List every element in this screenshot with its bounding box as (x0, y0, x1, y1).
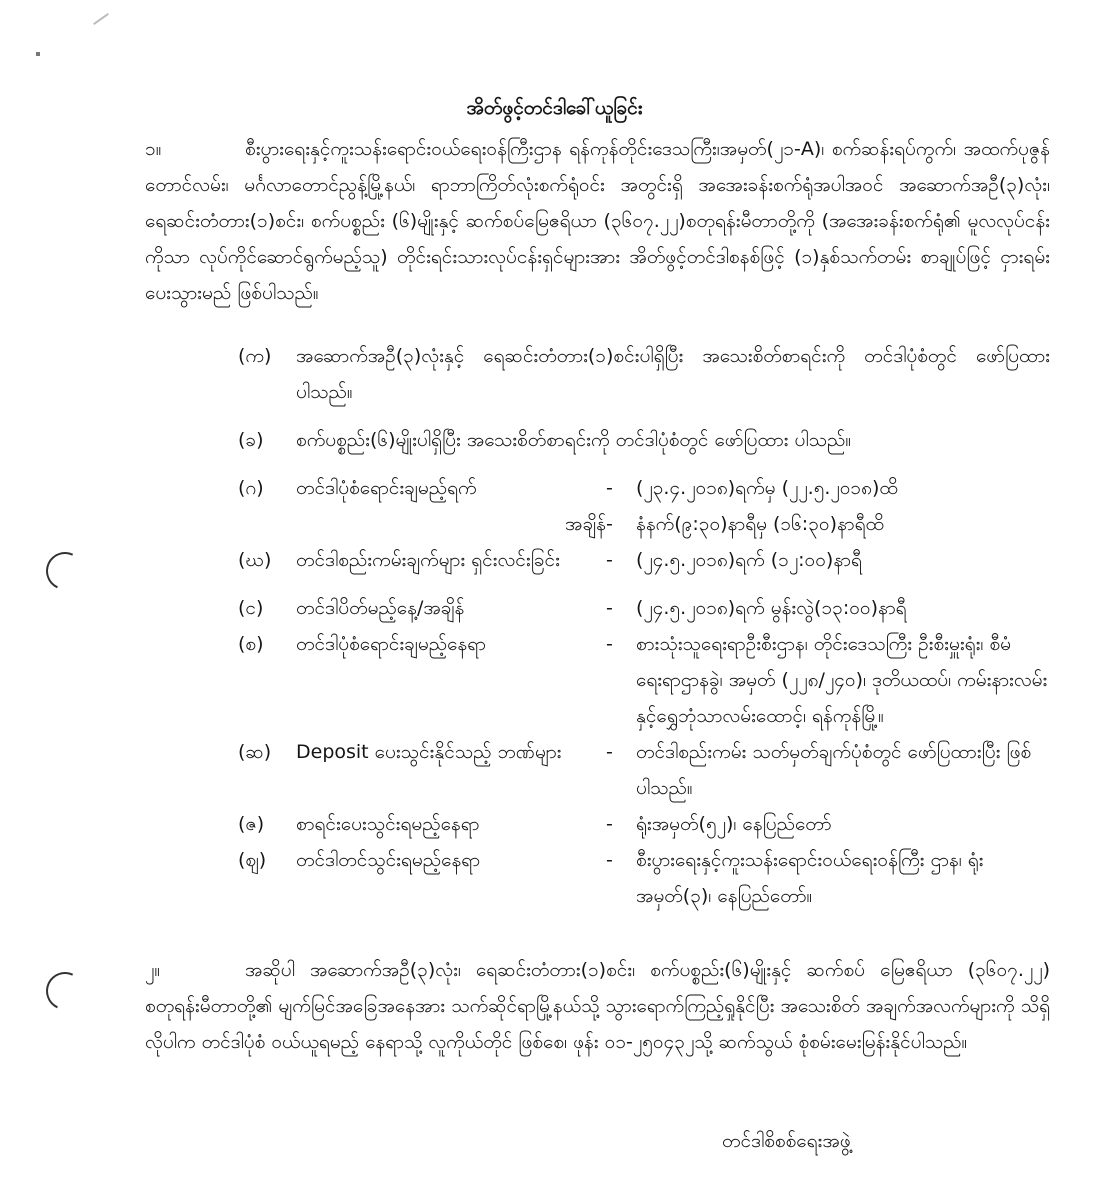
list-item-za: (ဇ) စာရင်းပေးသွင်းရမည့်နေရာ - ရုံးအမှတ်(၅၂)၊ နေပြည်တော် (238, 806, 1050, 842)
item-marker: (ဇ) (238, 813, 265, 835)
list-item-gha: (ဃ) တင်ဒါစည်းကမ်းချက်များ ရှင်းလင်းခြင်း - (၂၄.၅.၂၀၁၈)ရက် (၁၂:၀၀)နာရီ (238, 542, 1050, 578)
punch-hole (41, 547, 90, 596)
item-marker: (က) (238, 345, 272, 367)
list-item-ka (238, 338, 1050, 410)
item-marker: (စ) (238, 633, 264, 655)
scan-speck (93, 13, 109, 25)
list-item-ga-time: အချိန် - နံနက်(၉:၃၀)နာရီမှ (၁၆:၃၀)နာရီထိ (238, 506, 1050, 542)
scan-speck (36, 52, 40, 56)
item-label: တင်ဒါစည်းကမ်းချက်များ ရှင်းလင်းခြင်း (296, 549, 560, 571)
item-label: တင်ဒါပိတ်မည့်နေ့/အချိန် (296, 597, 465, 619)
item-value: စီးပွားရေးနှင့်ကူးသန်းရောင်းဝယ်ရေးဝန်ကြီး ဌာန၊ ရုံးအမှတ်(၃)၊ နေပြည်တော်။ (636, 849, 984, 907)
paragraph-text: စီးပွားရေးနှင့်ကူးသန်းရောင်းဝယ်ရေးဝန်ကြီးဌာန ရန်ကုန်တိုင်းဒေသကြီး၊အမှတ်(၂၁-A)၊ စက်ဆန်းရပ်ကွက်၊ အထက်ပုဇွန်တောင်လမ်း၊ မင်္ဂလာတောင်ညွန့်မြို့နယ်၊ ရာဘာကြိတ်လုံးစက်ရုံဝင်း အတွင်းရှိ အအေးခန်းစက်ရုံအပါအဝင် အဆောက်အဦ(၃)လုံး၊ ရေဆင်းတံတား(၁)စင်း၊ စက်ပစ္စည်း (၆)မျိုးနှင့် ဆက်စပ်မြေဧရိယာ (၃၆၀၇.၂၂)စတုရန်းမီတာတို့ကို (အအေးခန်းစက်ရုံ၏ မူလလုပ်ငန်း ကိုသာ လုပ်ကိုင်ဆောင်ရွက်မည့်သူ) တိုင်းရင်းသားလုပ်ငန်းရှင်များအား အိတ်ဖွင့်တင်ဒါစနစ်ဖြင့် (၁)နှစ်သက်တမ်း စာချုပ်ဖြင့် ငှားရမ်းပေးသွားမည် ဖြစ်ပါသည်။ (145, 138, 1050, 304)
tender-details-list (238, 338, 1050, 914)
item-text: အဆောက်အဦ(၃)လုံးနှင့် ရေဆင်းတံတား(၁)စင်းပါရှိပြီး အသေးစိတ်စာရင်းကို တင်ဒါပုံစံတွင် ဖော်ပြထားပါသည်။ (296, 345, 1050, 403)
punch-hole (41, 967, 90, 1016)
item-value: တင်ဒါစည်းကမ်း သတ်မှတ်ချက်ပုံစံတွင် ဖော်ပြထားပြီး ဖြစ်ပါသည်။ (636, 741, 1032, 799)
list-item-nga: (င) တင်ဒါပိတ်မည့်နေ့/အချိန် - (၂၄.၅.၂၀၁၈)ရက် မွန်းလွဲ(၁၃:၀၀)နာရီ (238, 590, 1050, 626)
paragraph-2 (145, 952, 1050, 1060)
item-label: Deposit ပေးသွင်းနိုင်သည့် ဘဏ်များ (296, 741, 562, 763)
item-subvalue: နံနက်(၉:၃၀)နာရီမှ (၁၆:၃၀)နာရီထိ (636, 513, 884, 535)
item-marker: (ခ) (238, 429, 264, 451)
item-label: စာရင်းပေးသွင်းရမည့်နေရာ (296, 813, 480, 835)
item-value: (၂၄.၅.၂၀၁၈)ရက် မွန်းလွဲ(၁၃:၀၀)နာရီ (636, 597, 907, 619)
item-marker: (ဂ) (238, 477, 264, 499)
paragraph-1 (145, 131, 1050, 311)
item-label: တင်ဒါပုံစံရောင်းချမည့်နေရာ (296, 633, 486, 655)
item-marker: (ဈ) (238, 849, 267, 871)
list-item-ga: (ဂ) တင်ဒါပုံစံရောင်းချမည့်ရက် - (၂၃.၄.၂၀၁၈)ရက်မှ (၂၂.၅.၂၀၁၈)ထိ (238, 470, 1050, 506)
paragraph-number: ၂။ (145, 959, 161, 981)
paragraph-text: အဆိုပါ အဆောက်အဦ(၃)လုံး၊ ရေဆင်းတံတား(၁)စင်း၊ စက်ပစ္စည်း(၆)မျိုးနှင့် ဆက်စပ် မြေဧရိယာ (၃၆၀၇.၂၂) စတုရန်းမီတာတို့၏ မျက်မြင်အခြေအနေအား သက်ဆိုင်ရာမြို့နယ်သို့ သွားရောက်ကြည့်ရှုနိုင်ပြီး အသေးစိတ် အချက်အလက်များကို သိရှိလိုပါက တင်ဒါပုံစံ ဝယ်ယူရမည့် နေရာသို့ လူကိုယ်တိုင် ဖြစ်စေ၊ ဖုန်း ၀၁-၂၅၀၄၃၂သို့ ဆက်သွယ် စုံစမ်းမေးမြန်းနိုင်ပါသည်။ (145, 959, 1050, 1053)
list-item-sa: (စ) တင်ဒါပုံစံရောင်းချမည့်နေရာ - စားသုံးသူရေးရာဦးစီးဌာန၊ တိုင်းဒေသကြီး ဦးစီးမှူးရုံး၊ စီမံရေးရာဌာနခွဲ၊ အမှတ် (၂၂၈/၂၄၀)၊ ဒုတိယထပ်၊ ကမ်းနားလမ်း နှင့်ရွှေဘုံသာလမ်းထောင့်၊ ရန်ကုန်မြို့။ (238, 626, 1050, 734)
item-value: (၂၄.၅.၂၀၁၈)ရက် (၁၂:၀၀)နာရီ (636, 549, 862, 571)
item-value: (၂၃.၄.၂၀၁၈)ရက်မှ (၂၂.၅.၂၀၁၈)ထိ (636, 477, 898, 499)
item-sublabel: အချိန် (565, 513, 606, 535)
list-item-hsa: (ဆ) Deposit ပေးသွင်းနိုင်သည့် ဘဏ်များ - တင်ဒါစည်းကမ်း သတ်မှတ်ချက်ပုံစံတွင် ဖော်ပြထားပြီး ဖြစ်ပါသည်။ (238, 734, 1050, 806)
signature-committee: တင်ဒါစိစစ်ရေးအဖွဲ့ (722, 1130, 851, 1152)
item-value: စားသုံးသူရေးရာဦးစီးဌာန၊ တိုင်းဒေသကြီး ဦးစီးမှူးရုံး၊ စီမံရေးရာဌာနခွဲ၊ အမှတ် (၂၂၈/၂၄၀)၊ ဒုတိယထပ်၊ ကမ်းနားလမ်း နှင့်ရွှေဘုံသာလမ်းထောင့်၊ ရန်ကုန်မြို့။ (636, 633, 1048, 727)
list-item-kha (238, 422, 1050, 458)
notice-title: အိတ်ဖွင့်တင်ဒါခေါ်ယူခြင်း (466, 97, 643, 119)
item-marker: (ဃ) (238, 549, 272, 571)
item-marker: (င) (238, 597, 264, 619)
paragraph-number: ၁။ (145, 138, 162, 160)
item-text: စက်ပစ္စည်း(၆)မျိုးပါရှိပြီး အသေးစိတ်စာရင်းကို တင်ဒါပုံစံတွင် ဖော်ပြထား ပါသည်။ (296, 429, 852, 451)
item-label: တင်ဒါပုံစံရောင်းချမည့်ရက် (296, 477, 477, 499)
item-marker: (ဆ) (238, 741, 272, 763)
list-item-zha: (ဈ) တင်ဒါတင်သွင်းရမည့်နေရာ - စီးပွားရေးနှင့်ကူးသန်းရောင်းဝယ်ရေးဝန်ကြီး ဌာန၊ ရုံးအမှတ်(၃)၊ နေပြည်တော်။ (238, 842, 1050, 914)
item-label: တင်ဒါတင်သွင်းရမည့်နေရာ (296, 849, 481, 871)
item-value: ရုံးအမှတ်(၅၂)၊ နေပြည်တော် (636, 813, 832, 835)
